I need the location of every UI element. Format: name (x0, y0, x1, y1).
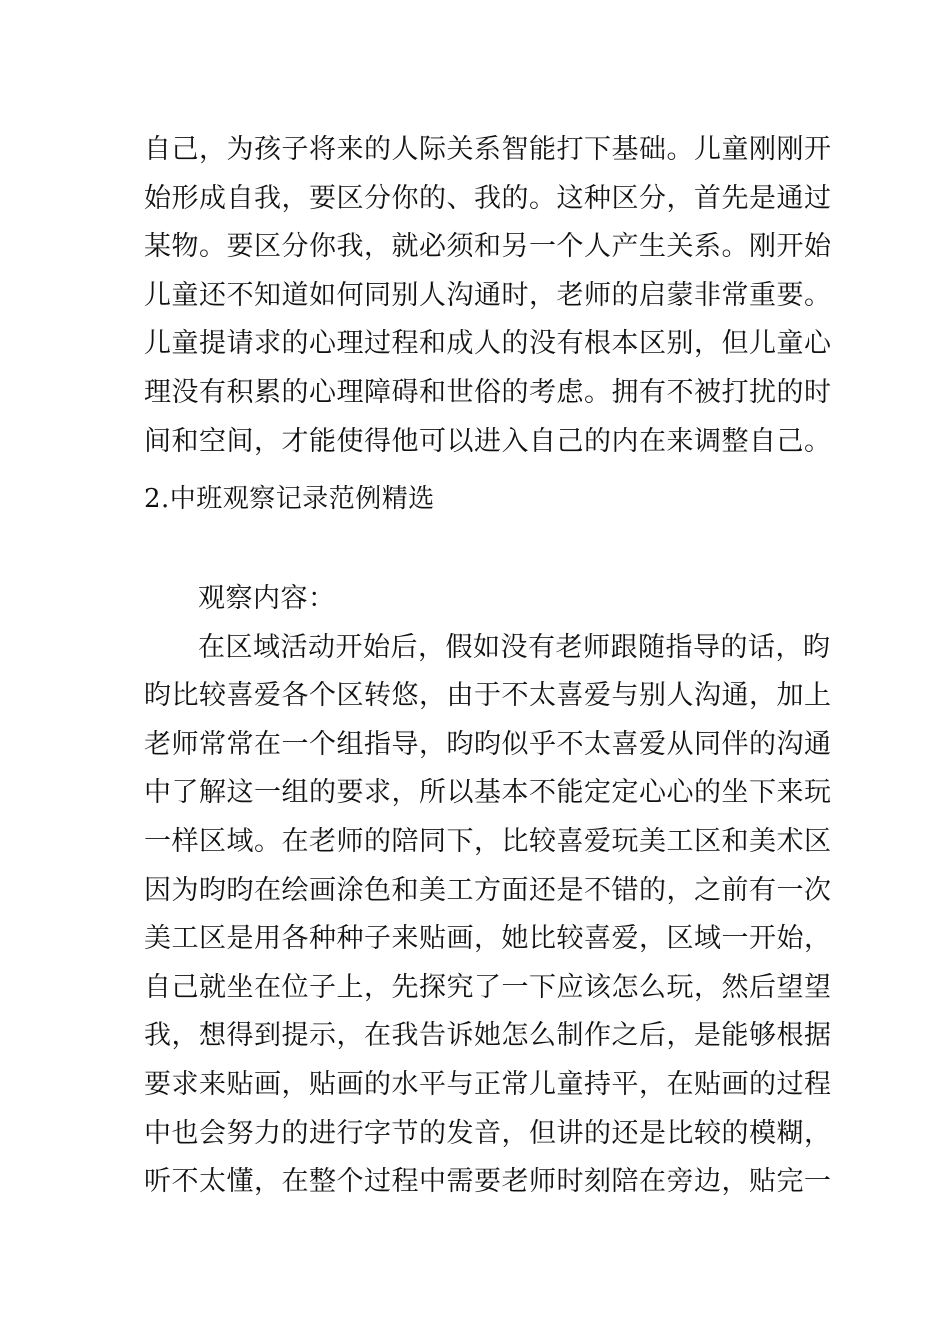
text-line: 始形成自我，要区分你的、我的。这种区分，首先是通过 (144, 182, 832, 214)
text-line: 儿童还不知道如何同别人沟通时，老师的启蒙非常重要。 (144, 279, 832, 311)
text-line: 老师常常在一个组指导，昀昀似乎不太喜爱从同伴的沟通 (144, 728, 832, 760)
text-line: 一样区域。在老师的陪同下，比较喜爱玩美工区和美术区 (144, 825, 832, 857)
text-line: 理没有积累的心理障碍和世俗的考虑。拥有不被打扰的时 (144, 376, 832, 408)
text-line: 儿童提请求的心理过程和成人的没有根本区别，但儿童心 (144, 328, 832, 360)
text-line: 美工区是用各种种子来贴画，她比较喜爱，区域一开始， (144, 923, 832, 955)
text-line: 因为昀昀在绘画涂色和美工方面还是不错的，之前有一次 (144, 874, 832, 906)
text-line: 昀比较喜爱各个区转悠，由于不太喜爱与别人沟通，加上 (144, 680, 832, 712)
paragraph-observation (144, 575, 832, 1207)
section-heading: 2.中班观察记录范例精选 (144, 484, 435, 514)
text-line: 间和空间，才能使得他可以进入自己的内在来调整自己。 (144, 425, 832, 457)
text-line: 中了解这一组的要求，所以基本不能定定心心的坐下来玩 (144, 777, 832, 809)
text-line: 在区域活动开始后，假如没有老师跟随指导的话，昀 (198, 631, 831, 663)
text-line: 某物。要区分你我，就必须和另一个人产生关系。刚开始 (144, 231, 832, 263)
text-line: 中也会努力的进行字节的发音，但讲的还是比较的模糊， (144, 1117, 832, 1149)
section-heading-block (144, 475, 824, 524)
text-line: 要求来贴画，贴画的水平与正常儿童持平，在贴画的过程 (144, 1068, 832, 1100)
text-line: 自己就坐在位子上，先探究了一下应该怎么玩，然后望望 (144, 971, 832, 1003)
text-line: 我，想得到提示，在我告诉她怎么制作之后，是能够根据 (144, 1020, 832, 1052)
observation-label: 观察内容： (198, 583, 336, 614)
paragraph-intro (144, 126, 832, 466)
text-line: 自己，为孩子将来的人际关系智能打下基础。儿童刚刚开 (144, 134, 832, 165)
text-line: 听不太懂，在整个过程中需要老师时刻陪在旁边，贴完一 (144, 1166, 832, 1198)
